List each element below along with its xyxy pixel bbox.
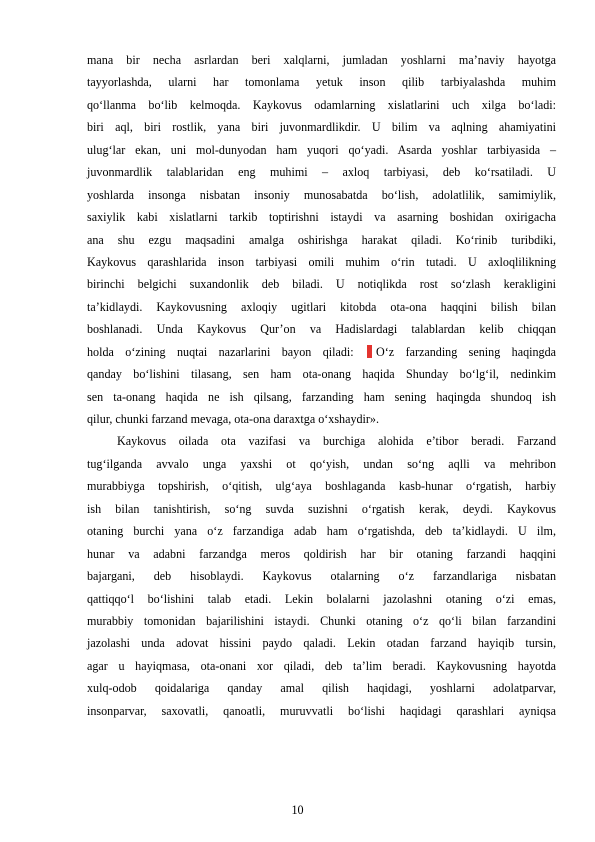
text-line: tug‘ilganda avvalo unga yaxshi ot qo‘yish, undan so‘ng aqlli va mehribon — [87, 456, 556, 471]
text-line: murabbiyga topshirish, o‘qitish, ulg‘aya boshlaganda kasb-hunar o‘rgatish, harbiy — [87, 479, 556, 494]
text-line-with-marker — [87, 341, 556, 363]
text-line: qattiqqo‘l bo‘lishini talab etadi. Lekin bolalarni jazolashni otaning o‘zi emas, — [87, 591, 556, 606]
text-line: jazolashi unda adovat hissini paydo qaladi. Lekin otadan farzand hayiqib tursin, — [87, 636, 556, 651]
text-line: yoshlarda insonga nisbatan insoniy munosabatda bo‘lish, adolatlilik, samimiylik, — [87, 187, 556, 202]
text-line: sen ta-onang haqida ne ish qilsang, farzanding ham sening haqingda shundoq ish — [87, 389, 556, 404]
text-line: saxiylik kabi xislatlarni tarkib toptirishni istaydi va asarning boshidan oxirigacha — [87, 210, 556, 225]
text-line: xulq-odob qoidalariga qanday amal qilish haqidagi, yoshlarni adolatparvar, — [87, 681, 556, 696]
text-line: juvonmardlik talablaridan eng muhimi – axloq tarbiyasi, deb ko‘rsatiladi. U — [87, 165, 556, 180]
text-line: otaning burchi yana o‘z farzandiga adab ham o‘rgatishda, deb ta’kidlaydi. U ilm, — [87, 524, 556, 539]
page-number: 10 — [291, 803, 304, 817]
text-line: ish bilan tanishtirish, so‘ng suvda suzishni o‘rgatish kerak, deydi. Kaykovus — [87, 501, 556, 516]
red-highlight-marker — [367, 345, 372, 358]
text-segment: O‘z farzanding sening haqingda — [376, 344, 556, 359]
text-line: ana shu ezgu maqsadini amalga oshirishga harakat qiladi. Ko‘rinib turibdiki, — [87, 232, 556, 247]
text-line: mana bir necha asrlardan beri xalqlarni, jumladan yoshlarni ma’naviy hayotga — [87, 53, 556, 67]
paragraph-start: Kaykovus oilada ota vazifasi va burchiga alohida e’tibor beradi. Farzand — [117, 434, 556, 449]
text-line: qanday bo‘lishini tilasang, sen ham ota-onang haqida Shunday bo‘lg‘il, nedinkim — [87, 367, 556, 382]
text-line: hunar va adabni farzandga meros qoldirish har bir otaning farzandi haqqini — [87, 546, 556, 561]
text-line: ulug‘lar ekan, uni mol-dunyodan ham yuqori qo‘yadi. Asarda yoshlar tarbiyasida – — [87, 142, 556, 157]
text-line: qo‘llanma bo‘lib kelmoqda. Kaykovus odamlarning xislatlarini uch xilga bo‘ladi: — [87, 97, 556, 112]
text-line: ta’kidlaydi. Kaykovusning axloqiy ugitlari kitobda ota-ona haqqini bilish bilan — [87, 299, 556, 314]
text-line: Kaykovus qarashlarida inson tarbiyasi omili muhim o‘rin tutadi. U axloqlilikning — [87, 254, 556, 269]
text-line: murabbiy tomonidan bajarilishini istaydi. Chunki otaning o‘z qo‘li bilan farzandini — [87, 613, 556, 628]
body-text — [87, 49, 556, 722]
text-line: biri aql, biri rostlik, yana biri juvonmardlikdir. U bilim va aqlning ahamiyatini — [87, 120, 556, 135]
text-line: agar u hayiqmasa, ota-onani xor qiladi, deb ta’lim beradi. Kaykovusning hayotda — [87, 658, 556, 673]
text-line: qilur, chunki farzand mevaga, ota-ona daraxtga o‘xshaydir». — [87, 412, 380, 426]
text-line: tayyorlashda, ularni har tomonlama yetuk inson qilib tarbiyalashda muhim — [87, 75, 556, 90]
text-line: bajargani, deb hisoblaydi. Kaykovus otalarning o‘z farzandlariga nisbatan — [87, 569, 556, 584]
text-line: insonparvar, saxovatli, qanoatli, muruvvatli bo‘lishi haqidagi qarashlari ayniqsa — [87, 703, 556, 718]
text-line: boshlanadi. Unda Kaykovus Qur’on va Hadislardagi talablardan kelib chiqqan — [87, 322, 556, 337]
text-line: birinchi belgichi suxandonlik deb biladi. U notiqlikda rost so‘zlash kerakligini — [87, 277, 556, 292]
text-segment: holda o‘zining nuqtai nazarlarini bayon qiladi: — [87, 344, 354, 359]
